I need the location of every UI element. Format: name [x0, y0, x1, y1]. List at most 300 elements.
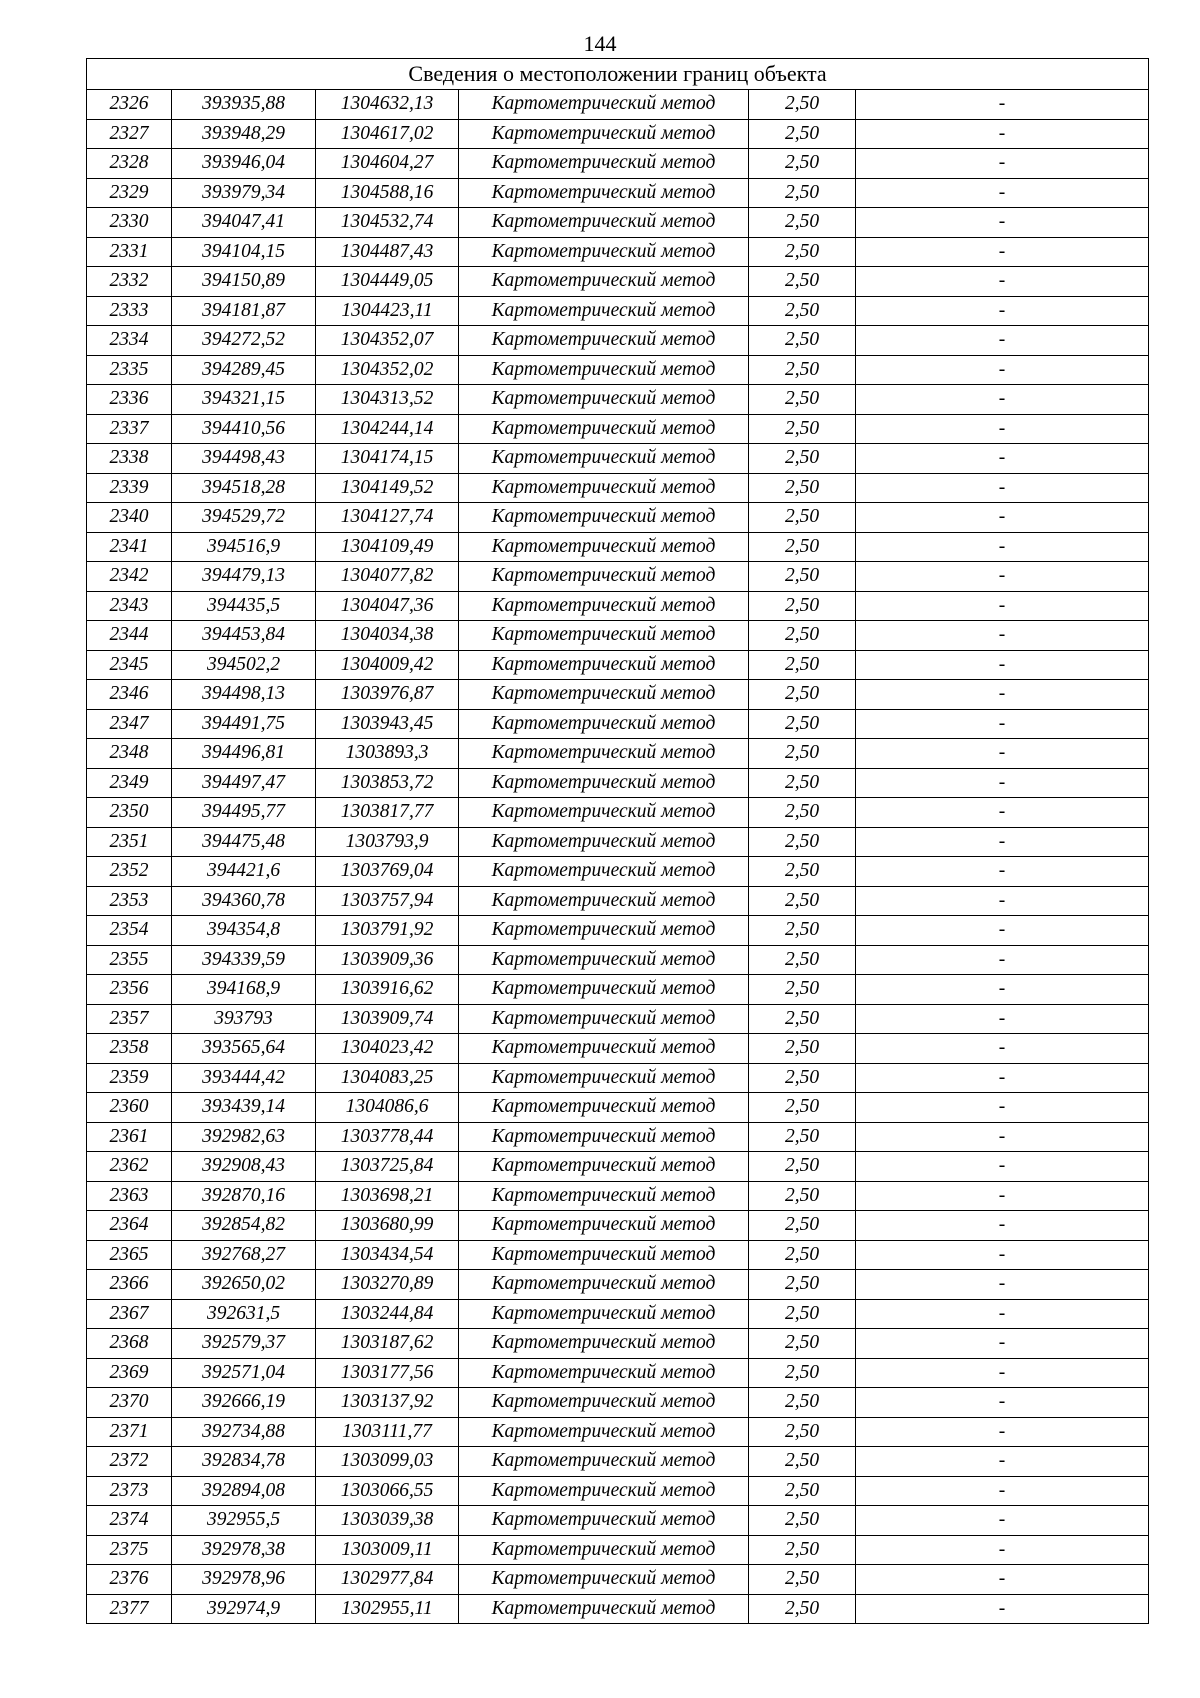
table-row: [87, 1476, 1149, 1506]
table-row: [87, 296, 1149, 326]
accuracy-cell: 2,50: [749, 1506, 856, 1536]
method-cell: Картометрический метод: [459, 1594, 749, 1624]
table-row: [87, 739, 1149, 769]
description-cell: -: [856, 532, 1149, 562]
accuracy-cell: 2,50: [749, 326, 856, 356]
description-cell: -: [856, 473, 1149, 503]
description-cell: -: [856, 1388, 1149, 1418]
method-cell: Картометрический метод: [459, 1122, 749, 1152]
method-cell: Картометрический метод: [459, 857, 749, 887]
description-cell: -: [856, 975, 1149, 1005]
table-row: [87, 768, 1149, 798]
method-cell: Картометрический метод: [459, 1004, 749, 1034]
accuracy-cell: 2,50: [749, 1417, 856, 1447]
method-cell: Картометрический метод: [459, 709, 749, 739]
point-number-cell: 2376: [87, 1565, 172, 1595]
y-coordinate-cell: 1303909,36: [316, 945, 459, 975]
y-coordinate-cell: 1304449,05: [316, 267, 459, 297]
x-coordinate-cell: 394354,8: [172, 916, 316, 946]
y-coordinate-cell: 1303943,45: [316, 709, 459, 739]
y-coordinate-cell: 1303270,89: [316, 1270, 459, 1300]
point-number-cell: 2360: [87, 1093, 172, 1123]
method-cell: Картометрический метод: [459, 621, 749, 651]
point-number-cell: 2341: [87, 532, 172, 562]
y-coordinate-cell: 1304174,15: [316, 444, 459, 474]
point-number-cell: 2330: [87, 208, 172, 238]
description-cell: -: [856, 1270, 1149, 1300]
accuracy-cell: 2,50: [749, 119, 856, 149]
point-number-cell: 2375: [87, 1535, 172, 1565]
point-number-cell: 2331: [87, 237, 172, 267]
method-cell: Картометрический метод: [459, 208, 749, 238]
description-cell: -: [856, 1299, 1149, 1329]
x-coordinate-cell: 394491,75: [172, 709, 316, 739]
method-cell: Картометрический метод: [459, 827, 749, 857]
table-row: [87, 857, 1149, 887]
x-coordinate-cell: 394104,15: [172, 237, 316, 267]
method-cell: Картометрический метод: [459, 975, 749, 1005]
y-coordinate-cell: 1304149,52: [316, 473, 459, 503]
method-cell: Картометрический метод: [459, 798, 749, 828]
point-number-cell: 2371: [87, 1417, 172, 1447]
y-coordinate-cell: 1304109,49: [316, 532, 459, 562]
table-row: [87, 798, 1149, 828]
accuracy-cell: 2,50: [749, 798, 856, 828]
description-cell: -: [856, 562, 1149, 592]
method-cell: Картометрический метод: [459, 296, 749, 326]
table-row: [87, 709, 1149, 739]
method-cell: Картометрический метод: [459, 532, 749, 562]
table-row: [87, 208, 1149, 238]
x-coordinate-cell: 394435,5: [172, 591, 316, 621]
x-coordinate-cell: 392854,82: [172, 1211, 316, 1241]
y-coordinate-cell: 1303757,94: [316, 886, 459, 916]
point-number-cell: 2339: [87, 473, 172, 503]
method-cell: Картометрический метод: [459, 1034, 749, 1064]
table-row: [87, 591, 1149, 621]
description-cell: -: [856, 1594, 1149, 1624]
point-number-cell: 2347: [87, 709, 172, 739]
accuracy-cell: 2,50: [749, 1329, 856, 1359]
point-number-cell: 2373: [87, 1476, 172, 1506]
point-number-cell: 2334: [87, 326, 172, 356]
description-cell: -: [856, 798, 1149, 828]
x-coordinate-cell: 393439,14: [172, 1093, 316, 1123]
point-number-cell: 2348: [87, 739, 172, 769]
point-number-cell: 2335: [87, 355, 172, 385]
x-coordinate-cell: 394360,78: [172, 886, 316, 916]
y-coordinate-cell: 1303791,92: [316, 916, 459, 946]
y-coordinate-cell: 1304313,52: [316, 385, 459, 415]
y-coordinate-cell: 1302977,84: [316, 1565, 459, 1595]
point-number-cell: 2359: [87, 1063, 172, 1093]
description-cell: -: [856, 1447, 1149, 1477]
point-number-cell: 2332: [87, 267, 172, 297]
x-coordinate-cell: 394502,2: [172, 650, 316, 680]
method-cell: Картометрический метод: [459, 650, 749, 680]
method-cell: Картометрический метод: [459, 916, 749, 946]
description-cell: -: [856, 1417, 1149, 1447]
method-cell: Картометрический метод: [459, 591, 749, 621]
point-number-cell: 2367: [87, 1299, 172, 1329]
x-coordinate-cell: 394421,6: [172, 857, 316, 887]
x-coordinate-cell: 392631,5: [172, 1299, 316, 1329]
accuracy-cell: 2,50: [749, 267, 856, 297]
point-number-cell: 2336: [87, 385, 172, 415]
table-row: [87, 1329, 1149, 1359]
point-number-cell: 2333: [87, 296, 172, 326]
x-coordinate-cell: 393948,29: [172, 119, 316, 149]
y-coordinate-cell: 1303893,3: [316, 739, 459, 769]
point-number-cell: 2364: [87, 1211, 172, 1241]
x-coordinate-cell: 394518,28: [172, 473, 316, 503]
x-coordinate-cell: 394321,15: [172, 385, 316, 415]
y-coordinate-cell: 1304604,27: [316, 149, 459, 179]
method-cell: Картометрический метод: [459, 1329, 749, 1359]
accuracy-cell: 2,50: [749, 886, 856, 916]
table-row: [87, 1594, 1149, 1624]
table-row: [87, 1122, 1149, 1152]
description-cell: -: [856, 90, 1149, 120]
table-row: [87, 119, 1149, 149]
accuracy-cell: 2,50: [749, 1063, 856, 1093]
y-coordinate-cell: 1303793,9: [316, 827, 459, 857]
accuracy-cell: 2,50: [749, 1299, 856, 1329]
y-coordinate-cell: 1303177,56: [316, 1358, 459, 1388]
description-cell: -: [856, 1152, 1149, 1182]
description-cell: -: [856, 385, 1149, 415]
point-number-cell: 2350: [87, 798, 172, 828]
y-coordinate-cell: 1303111,77: [316, 1417, 459, 1447]
point-number-cell: 2368: [87, 1329, 172, 1359]
table-row: [87, 1034, 1149, 1064]
y-coordinate-cell: 1303817,77: [316, 798, 459, 828]
accuracy-cell: 2,50: [749, 1447, 856, 1477]
y-coordinate-cell: 1303099,03: [316, 1447, 459, 1477]
accuracy-cell: 2,50: [749, 355, 856, 385]
point-number-cell: 2365: [87, 1240, 172, 1270]
method-cell: Картометрический метод: [459, 149, 749, 179]
accuracy-cell: 2,50: [749, 768, 856, 798]
method-cell: Картометрический метод: [459, 1417, 749, 1447]
point-number-cell: 2346: [87, 680, 172, 710]
y-coordinate-cell: 1304532,74: [316, 208, 459, 238]
description-cell: -: [856, 739, 1149, 769]
table-row: [87, 975, 1149, 1005]
accuracy-cell: 2,50: [749, 562, 856, 592]
y-coordinate-cell: 1303434,54: [316, 1240, 459, 1270]
point-number-cell: 2366: [87, 1270, 172, 1300]
accuracy-cell: 2,50: [749, 1034, 856, 1064]
table-row: [87, 532, 1149, 562]
method-cell: Картометрический метод: [459, 119, 749, 149]
x-coordinate-cell: 394339,59: [172, 945, 316, 975]
description-cell: -: [856, 149, 1149, 179]
accuracy-cell: 2,50: [749, 975, 856, 1005]
table-title-row: [87, 59, 1149, 90]
description-cell: -: [856, 1240, 1149, 1270]
table-row: [87, 1093, 1149, 1123]
description-cell: -: [856, 945, 1149, 975]
y-coordinate-cell: 1304352,02: [316, 355, 459, 385]
description-cell: -: [856, 1535, 1149, 1565]
table-row: [87, 237, 1149, 267]
description-cell: -: [856, 1476, 1149, 1506]
table-row: [87, 326, 1149, 356]
description-cell: -: [856, 1211, 1149, 1241]
description-cell: -: [856, 1358, 1149, 1388]
y-coordinate-cell: 1304077,82: [316, 562, 459, 592]
method-cell: Картометрический метод: [459, 473, 749, 503]
method-cell: Картометрический метод: [459, 237, 749, 267]
method-cell: Картометрический метод: [459, 562, 749, 592]
table-row: [87, 90, 1149, 120]
x-coordinate-cell: 393935,88: [172, 90, 316, 120]
y-coordinate-cell: 1303916,62: [316, 975, 459, 1005]
point-number-cell: 2351: [87, 827, 172, 857]
accuracy-cell: 2,50: [749, 149, 856, 179]
table-row: [87, 1240, 1149, 1270]
accuracy-cell: 2,50: [749, 945, 856, 975]
table-row: [87, 680, 1149, 710]
x-coordinate-cell: 392978,38: [172, 1535, 316, 1565]
point-number-cell: 2328: [87, 149, 172, 179]
method-cell: Картометрический метод: [459, 1152, 749, 1182]
description-cell: -: [856, 709, 1149, 739]
point-number-cell: 2354: [87, 916, 172, 946]
method-cell: Картометрический метод: [459, 1447, 749, 1477]
accuracy-cell: 2,50: [749, 385, 856, 415]
method-cell: Картометрический метод: [459, 945, 749, 975]
description-cell: -: [856, 650, 1149, 680]
accuracy-cell: 2,50: [749, 680, 856, 710]
description-cell: -: [856, 208, 1149, 238]
point-number-cell: 2345: [87, 650, 172, 680]
accuracy-cell: 2,50: [749, 1476, 856, 1506]
point-number-cell: 2349: [87, 768, 172, 798]
table-row: [87, 1447, 1149, 1477]
method-cell: Картометрический метод: [459, 1181, 749, 1211]
x-coordinate-cell: 394289,45: [172, 355, 316, 385]
table-row: [87, 1506, 1149, 1536]
y-coordinate-cell: 1303066,55: [316, 1476, 459, 1506]
x-coordinate-cell: 392982,63: [172, 1122, 316, 1152]
table-row: [87, 650, 1149, 680]
method-cell: Картометрический метод: [459, 385, 749, 415]
method-cell: Картометрический метод: [459, 414, 749, 444]
method-cell: Картометрический метод: [459, 90, 749, 120]
method-cell: Картометрический метод: [459, 768, 749, 798]
method-cell: Картометрический метод: [459, 1565, 749, 1595]
table-row: [87, 1063, 1149, 1093]
description-cell: -: [856, 444, 1149, 474]
method-cell: Картометрический метод: [459, 739, 749, 769]
table-row: [87, 1535, 1149, 1565]
point-number-cell: 2361: [87, 1122, 172, 1152]
table-row: [87, 1152, 1149, 1182]
point-number-cell: 2372: [87, 1447, 172, 1477]
point-number-cell: 2326: [87, 90, 172, 120]
x-coordinate-cell: 393793: [172, 1004, 316, 1034]
y-coordinate-cell: 1304617,02: [316, 119, 459, 149]
x-coordinate-cell: 392768,27: [172, 1240, 316, 1270]
table-row: [87, 355, 1149, 385]
x-coordinate-cell: 392734,88: [172, 1417, 316, 1447]
description-cell: -: [856, 680, 1149, 710]
method-cell: Картометрический метод: [459, 1240, 749, 1270]
point-number-cell: 2374: [87, 1506, 172, 1536]
y-coordinate-cell: 1304083,25: [316, 1063, 459, 1093]
accuracy-cell: 2,50: [749, 739, 856, 769]
description-cell: -: [856, 1004, 1149, 1034]
boundary-coordinates-table: [86, 58, 1149, 1624]
description-cell: -: [856, 178, 1149, 208]
table-row: [87, 916, 1149, 946]
point-number-cell: 2329: [87, 178, 172, 208]
y-coordinate-cell: 1304244,14: [316, 414, 459, 444]
table-row: [87, 1299, 1149, 1329]
table-title: Сведения о местоположении границ объекта: [87, 59, 1149, 90]
description-cell: -: [856, 621, 1149, 651]
accuracy-cell: 2,50: [749, 1535, 856, 1565]
x-coordinate-cell: 393565,64: [172, 1034, 316, 1064]
x-coordinate-cell: 394495,77: [172, 798, 316, 828]
accuracy-cell: 2,50: [749, 591, 856, 621]
method-cell: Картометрический метод: [459, 1299, 749, 1329]
table-row: [87, 945, 1149, 975]
description-cell: -: [856, 267, 1149, 297]
x-coordinate-cell: 394498,43: [172, 444, 316, 474]
point-number-cell: 2357: [87, 1004, 172, 1034]
x-coordinate-cell: 394497,47: [172, 768, 316, 798]
y-coordinate-cell: 1304487,43: [316, 237, 459, 267]
accuracy-cell: 2,50: [749, 237, 856, 267]
description-cell: -: [856, 1565, 1149, 1595]
description-cell: -: [856, 1034, 1149, 1064]
table-row: [87, 827, 1149, 857]
x-coordinate-cell: 394496,81: [172, 739, 316, 769]
point-number-cell: 2342: [87, 562, 172, 592]
description-cell: -: [856, 326, 1149, 356]
x-coordinate-cell: 394516,9: [172, 532, 316, 562]
accuracy-cell: 2,50: [749, 709, 856, 739]
accuracy-cell: 2,50: [749, 1358, 856, 1388]
x-coordinate-cell: 392894,08: [172, 1476, 316, 1506]
accuracy-cell: 2,50: [749, 473, 856, 503]
point-number-cell: 2362: [87, 1152, 172, 1182]
x-coordinate-cell: 392978,96: [172, 1565, 316, 1595]
x-coordinate-cell: 394168,9: [172, 975, 316, 1005]
table-row: [87, 1388, 1149, 1418]
table-row: [87, 1181, 1149, 1211]
description-cell: -: [856, 296, 1149, 326]
y-coordinate-cell: 1303244,84: [316, 1299, 459, 1329]
method-cell: Картометрический метод: [459, 1063, 749, 1093]
method-cell: Картометрический метод: [459, 1270, 749, 1300]
y-coordinate-cell: 1303853,72: [316, 768, 459, 798]
y-coordinate-cell: 1303778,44: [316, 1122, 459, 1152]
accuracy-cell: 2,50: [749, 1152, 856, 1182]
x-coordinate-cell: 392579,37: [172, 1329, 316, 1359]
x-coordinate-cell: 392974,9: [172, 1594, 316, 1624]
y-coordinate-cell: 1303039,38: [316, 1506, 459, 1536]
y-coordinate-cell: 1303909,74: [316, 1004, 459, 1034]
y-coordinate-cell: 1304023,42: [316, 1034, 459, 1064]
accuracy-cell: 2,50: [749, 1240, 856, 1270]
description-cell: -: [856, 591, 1149, 621]
table-row: [87, 149, 1149, 179]
y-coordinate-cell: 1303698,21: [316, 1181, 459, 1211]
method-cell: Картометрический метод: [459, 267, 749, 297]
page-number: 144: [583, 31, 617, 56]
point-number-cell: 2344: [87, 621, 172, 651]
method-cell: Картометрический метод: [459, 1358, 749, 1388]
point-number-cell: 2358: [87, 1034, 172, 1064]
accuracy-cell: 2,50: [749, 1565, 856, 1595]
x-coordinate-cell: 394047,41: [172, 208, 316, 238]
accuracy-cell: 2,50: [749, 503, 856, 533]
x-coordinate-cell: 394479,13: [172, 562, 316, 592]
description-cell: -: [856, 768, 1149, 798]
x-coordinate-cell: 394453,84: [172, 621, 316, 651]
point-number-cell: 2343: [87, 591, 172, 621]
accuracy-cell: 2,50: [749, 90, 856, 120]
y-coordinate-cell: 1304423,11: [316, 296, 459, 326]
y-coordinate-cell: 1303187,62: [316, 1329, 459, 1359]
description-cell: -: [856, 414, 1149, 444]
accuracy-cell: 2,50: [749, 1388, 856, 1418]
method-cell: Картометрический метод: [459, 355, 749, 385]
table-row: [87, 414, 1149, 444]
point-number-cell: 2353: [87, 886, 172, 916]
y-coordinate-cell: 1303725,84: [316, 1152, 459, 1182]
accuracy-cell: 2,50: [749, 1270, 856, 1300]
point-number-cell: 2363: [87, 1181, 172, 1211]
accuracy-cell: 2,50: [749, 296, 856, 326]
table-body: [87, 90, 1149, 1624]
method-cell: Картометрический метод: [459, 886, 749, 916]
table-row: [87, 444, 1149, 474]
description-cell: -: [856, 1329, 1149, 1359]
accuracy-cell: 2,50: [749, 414, 856, 444]
table-row: [87, 1270, 1149, 1300]
description-cell: -: [856, 1093, 1149, 1123]
y-coordinate-cell: 1303137,92: [316, 1388, 459, 1418]
point-number-cell: 2338: [87, 444, 172, 474]
method-cell: Картометрический метод: [459, 1476, 749, 1506]
table-row: [87, 385, 1149, 415]
accuracy-cell: 2,50: [749, 532, 856, 562]
description-cell: -: [856, 355, 1149, 385]
point-number-cell: 2369: [87, 1358, 172, 1388]
x-coordinate-cell: 394475,48: [172, 827, 316, 857]
method-cell: Картометрический метод: [459, 178, 749, 208]
description-cell: -: [856, 503, 1149, 533]
y-coordinate-cell: 1304047,36: [316, 591, 459, 621]
accuracy-cell: 2,50: [749, 827, 856, 857]
point-number-cell: 2327: [87, 119, 172, 149]
x-coordinate-cell: 392908,43: [172, 1152, 316, 1182]
description-cell: -: [856, 1181, 1149, 1211]
x-coordinate-cell: 393979,34: [172, 178, 316, 208]
x-coordinate-cell: 393946,04: [172, 149, 316, 179]
table-row: [87, 178, 1149, 208]
x-coordinate-cell: 392666,19: [172, 1388, 316, 1418]
x-coordinate-cell: 394272,52: [172, 326, 316, 356]
point-number-cell: 2337: [87, 414, 172, 444]
accuracy-cell: 2,50: [749, 650, 856, 680]
description-cell: -: [856, 1122, 1149, 1152]
